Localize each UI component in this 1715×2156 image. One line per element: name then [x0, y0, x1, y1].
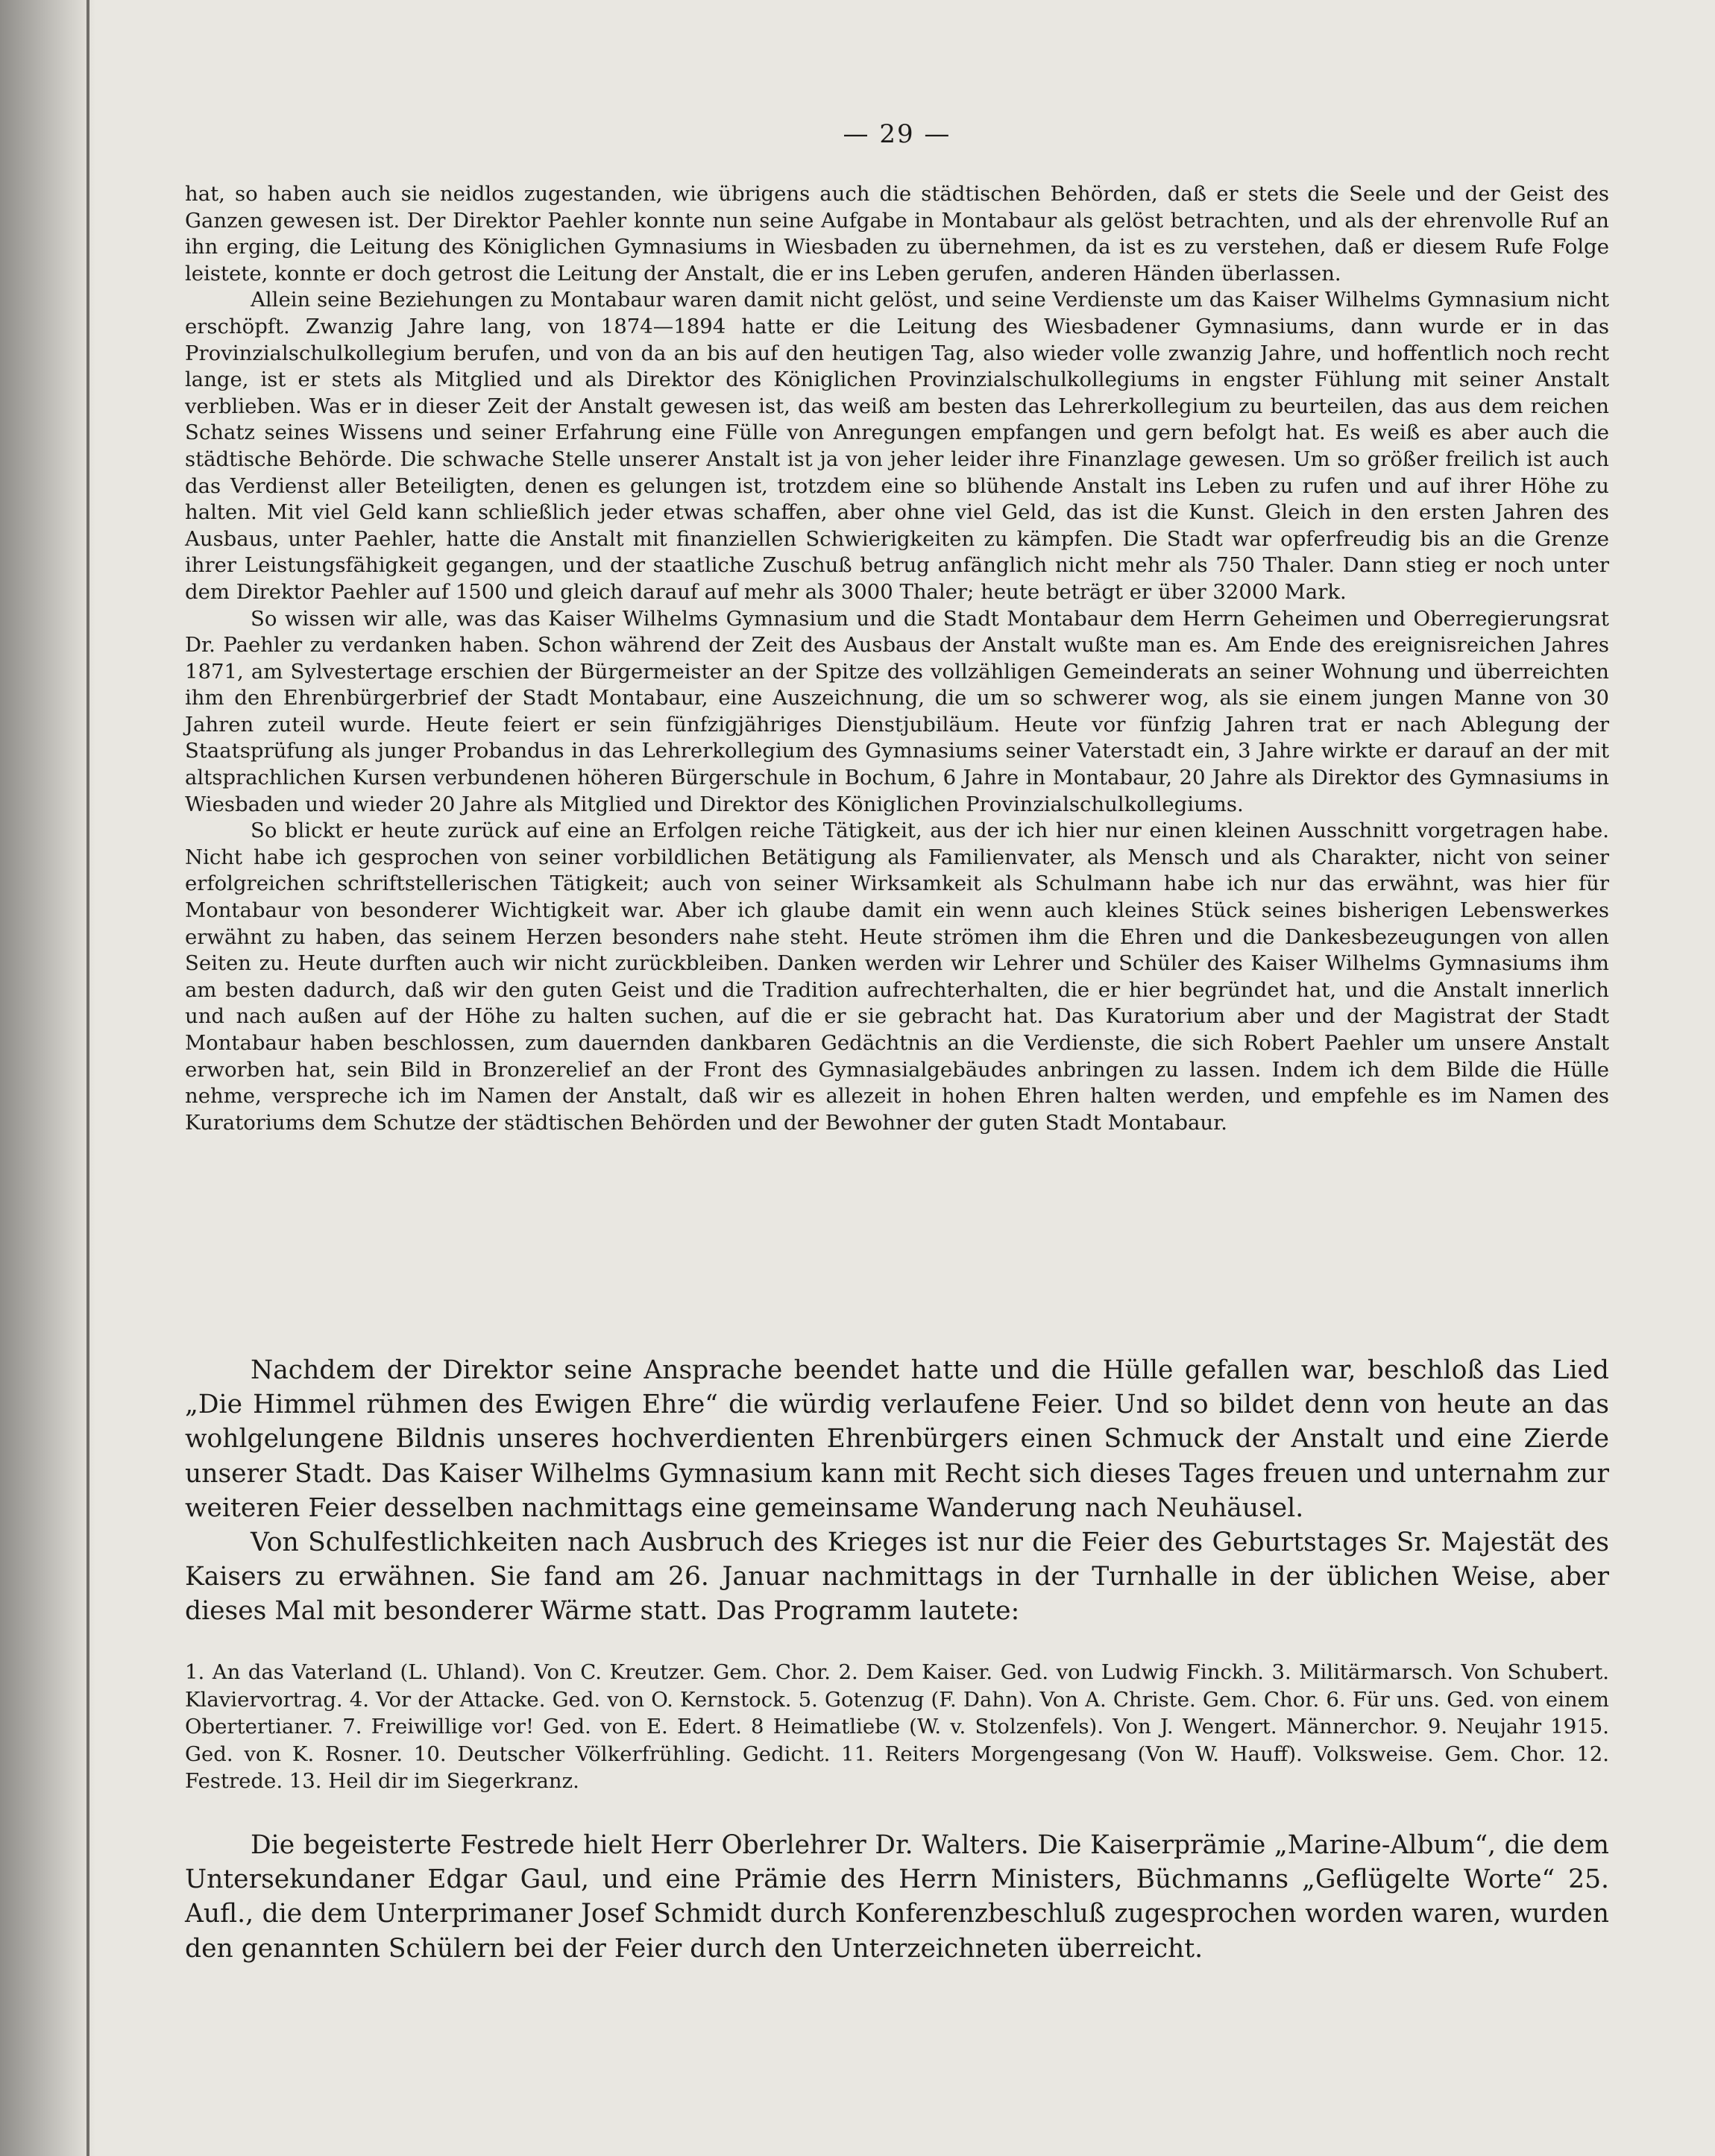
- body-text-final: [185, 1828, 1609, 1966]
- book-gutter-edge: [86, 0, 89, 2156]
- program-list: 1. An das Vaterland (L. Uhland). Von C. Kreutzer. Gem. Chor. 2. Dem Kaiser. Ged. von Ludwig Finckh. 3. Militärmarsch. Von Schubert. Klaviervortrag. 4. Vor der Attacke. Ged. von O. Kernstock. 5. Gotenzug (F. Dahn). Von A. Christe. Gem. Chor. 6. Für uns. Ged. von einem Obertertianer. 7. Freiwillige vor! Ged. von E. Edert. 8 Heimatliebe (W. v. Stolzenfels). Von J. Wengert. Männerchor. 9. Neujahr 1915. Ged. von K. Rosner. 10. Deutscher Völkerfrühling. Gedicht. 11. Reiters Morgengesang (Von W. Hauff). Volksweise. Gem. Chor. 12. Festrede. 13. Heil dir im Siegerkranz.: [185, 1660, 1609, 1794]
- paragraph-2: Allein seine Beziehungen zu Montabaur waren damit nicht gelöst, und seine Verdienste um das Kaiser Wilhelms Gymnasium nicht erschöpft. Zwanzig Jahre lang, von 1874—1894 hatte er die Leitung des Wiesbadener Gymnasiums, dann wurde er in das Provinzialschulkollegium berufen, und von da an bis auf den heutigen Tag, also wieder volle zwanzig Jahre, und hoffentlich noch recht lange, ist er stets als Mitglied und als Direktor des Königlichen Provinzialschulkollegiums in engster Fühlung mit seiner Anstalt verblieben. Was er in dieser Zeit der Anstalt gewesen ist, das weiß am besten das Lehrerkollegium zu beurteilen, das aus dem reichen Schatz seines Wissens und seiner Erfahrung eine Fülle von Anregungen empfangen und gern befolgt hat. Es weiß es aber auch die städtische Behörde. Die schwache Stelle unserer Anstalt ist ja von jeher leider ihre Finanzlage gewesen. Um so größer freilich ist auch das Verdienst aller Beteiligten, denen es gelungen ist, trotzdem eine so blühende Anstalt ins Leben zu rufen und auf ihrer Höhe zu halten. Mit viel Geld kann schließlich jeder etwas schaffen, aber ohne viel Geld, das ist die Kunst. Gleich in den ersten Jahren des Ausbaus, unter Paehler, hatte die Anstalt mit finanziellen Schwierigkeiten zu kämpfen. Die Stadt war opferfreudig bis an die Grenze ihrer Leistungsfähigkeit gegangen, und der staatliche Zuschuß betrug anfänglich nicht mehr als 750 Thaler. Dann stieg er noch unter dem Direktor Paehler auf 1500 und gleich darauf auf mehr als 3000 Thaler; heute beträgt er über 32000 Mark.: [185, 288, 1609, 604]
- body-text-large: [185, 1353, 1609, 1629]
- body-text-small: [185, 181, 1609, 1136]
- paragraph-7: Die begeisterte Festrede hielt Herr Oberlehrer Dr. Walters. Die Kaiserprämie „Marine-Album“, die dem Untersekundaner Edgar Gaul, und eine Prämie des Herrn Ministers, Büchmanns „Geflügelte Worte“ 25. Aufl., die dem Unterprimaner Josef Schmidt durch Konferenzbeschluß zugesprochen worden waren, wurden den genannten Schülern bei der Feier durch den Unterzeichneten überreicht.: [185, 1830, 1609, 1964]
- page-number: — 29 —: [843, 119, 951, 149]
- paragraph-6: Von Schulfestlichkeiten nach Ausbruch des Krieges ist nur die Feier des Geburtstages Sr. Majestät des Kaisers zu erwähnen. Sie fand am 26. Januar nachmittags in der Turnhalle in der üblichen Weise, aber dieses Mal mit besonderer Wärme statt. Das Programm lautete:: [185, 1528, 1609, 1627]
- paragraph-1: hat, so haben auch sie neidlos zugestanden, wie übrigens auch die städtischen Behörden, daß er stets die Seele und der Geist des Ganzen gewesen ist. Der Direktor Paehler konnte nun seine Aufgabe in Montabaur als gelöst betrachten, und als der ehrenvolle Ruf an ihn erging, die Leitung des Königlichen Gymnasiums in Wiesbaden zu übernehmen, da ist es zu verstehen, daß er diesem Rufe Folge leistete, konnte er doch getrost die Leitung der Anstalt, die er ins Leben gerufen, anderen Händen überlassen.: [185, 182, 1609, 286]
- paragraph-4: So blickt er heute zurück auf eine an Erfolgen reiche Tätigkeit, aus der ich hier nur einen kleinen Ausschnitt vorgetragen habe. Nicht habe ich gesprochen von seiner vorbildlichen Betätigung als Familienvater, als Mensch und als Charakter, nicht von seiner erfolgreichen schriftstellerischen Tätigkeit; auch von seiner Wirksamkeit als Schulmann habe ich nur das erwähnt, was hier für Montabaur von besonderer Wichtigkeit war. Aber ich glaube damit ein wenn auch kleines Stück seines bisherigen Lebenswerkes erwähnt zu haben, das seinem Herzen besonders nahe steht. Heute strömen ihm die Ehren und die Dankesbezeugungen von allen Seiten zu. Heute durften auch wir nicht zurückbleiben. Danken werden wir Lehrer und Schüler des Kaiser Wilhelms Gymnasiums ihm am besten dadurch, daß wir den guten Geist und die Tradition aufrechterhalten, die er hier begründet hat, und die Anstalt innerlich und nach außen auf der Höhe zu halten suchen, auf die er sie gebracht hat. Das Kuratorium aber und der Magistrat der Stadt Montabaur haben beschlossen, zum dauernden dankbaren Gedächtnis an die Verdienste, die sich Robert Paehler um unsere Anstalt erworben hat, sein Bild in Bronzerelief an der Front des Gymnasialgebäudes anbringen zu lassen. Indem ich dem Bilde die Hülle nehme, verspreche ich im Namen der Anstalt, daß wir es allezeit in hohen Ehren halten werden, und empfehle es im Namen des Kuratoriums dem Schutze der städtischen Behörden und der Bewohner der guten Stadt Montabaur.: [185, 819, 1609, 1135]
- paragraph-3: So wissen wir alle, was das Kaiser Wilhelms Gymnasium und die Stadt Montabaur dem Herrn Geheimen und Oberregierungsrat Dr. Paehler zu verdanken haben. Schon während der Zeit des Ausbaus der Anstalt wußte man es. Am Ende des ereignisreichen Jahres 1871, am Sylvestertage erschien der Bürgermeister an der Spitze des vollzähligen Gemeinderats an seiner Wohnung und überreichten ihm den Ehrenbürgerbrief der Stadt Montabaur, eine Auszeichnung, die um so schwerer wog, als sie einem jungen Manne von 30 Jahren zuteil wurde. Heute feiert er sein fünfzigjähriges Dienstjubiläum. Heute vor fünfzig Jahren trat er nach Ablegung der Staatsprüfung als junger Probandus in das Lehrerkollegium des Gymnasiums seiner Vaterstadt ein, 3 Jahre wirkte er darauf an der mit altsprachlichen Kursen verbundenen höheren Bürgerschule in Bochum, 6 Jahre in Montabaur, 20 Jahre als Direktor des Gymnasiums in Wiesbaden und wieder 20 Jahre als Mitglied und Direktor des Königlichen Provinzialschulkollegiums.: [185, 606, 1609, 816]
- festival-program: [185, 1659, 1609, 1795]
- document-page: [185, 0, 1609, 2156]
- paragraph-5: Nachdem der Direktor seine Ansprache beendet hatte und die Hülle gefallen war, beschloß das Lied „Die Himmel rühmen des Ewigen Ehre“ die würdig verlaufene Feier. Und so bildet denn von heute an das wohlgelungene Bildnis unseres hochverdienten Ehrenbürgers einen Schmuck der Anstalt und eine Zierde unserer Stadt. Das Kaiser Wilhelms Gymnasium kann mit Recht sich dieses Tages freuen und unternahm zur weiteren Feier desselben nachmittags eine gemeinsame Wanderung nach Neuhäusel.: [185, 1355, 1609, 1523]
- book-gutter-shadow: [0, 0, 95, 2156]
